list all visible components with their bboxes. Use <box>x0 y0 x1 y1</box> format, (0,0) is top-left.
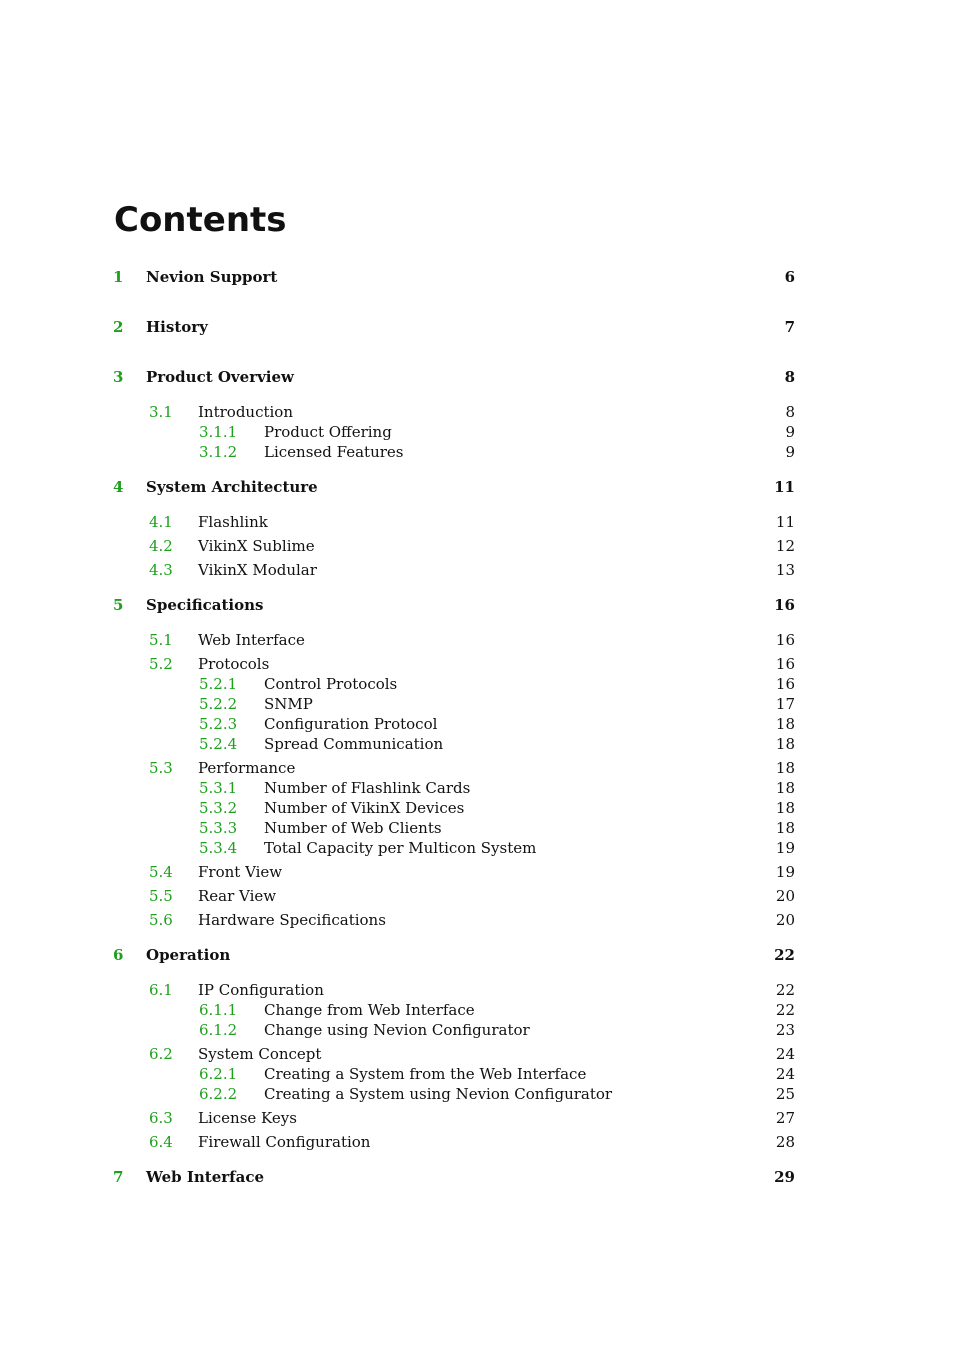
toc-entry-subsection[interactable] <box>0 1084 954 1104</box>
toc-entry-subsection[interactable] <box>0 1000 954 1020</box>
toc-entry-label: Creating a System from the Web Interface <box>264 1065 587 1083</box>
toc-entry-page-number: 16 <box>774 596 795 614</box>
toc-entry-chapter[interactable] <box>0 945 954 965</box>
toc-entry-section[interactable] <box>0 1044 954 1064</box>
toc-entry-label: Front View <box>198 863 283 881</box>
toc-entry-number[interactable]: 5 <box>113 596 124 614</box>
toc-entry-number[interactable]: 1 <box>113 268 124 286</box>
toc-entry-number[interactable]: 4.1 <box>149 513 173 531</box>
toc-entry-page-number: 22 <box>774 946 795 964</box>
toc-entry-page-number: 8 <box>784 368 795 386</box>
toc-entry-number[interactable]: 5.3 <box>149 759 173 777</box>
toc-entry-number[interactable]: 3 <box>113 368 124 386</box>
toc-entry-subsection[interactable] <box>0 694 954 714</box>
toc-entry-number[interactable]: 5.2.2 <box>199 695 238 713</box>
toc-entry-number[interactable]: 5.1 <box>149 631 173 649</box>
toc-entry-page-number: 18 <box>775 715 795 733</box>
toc-entry-label: Web Interface <box>146 1168 265 1186</box>
toc-entry-section[interactable] <box>0 1132 954 1152</box>
toc-entry-number[interactable]: 6.1.1 <box>199 1001 238 1019</box>
toc-entry-number[interactable]: 5.3.3 <box>199 819 238 837</box>
toc-entry-chapter[interactable] <box>0 317 954 337</box>
toc-entry-label: IP Configuration <box>198 981 324 999</box>
toc-entry-label: Hardware Specifications <box>198 911 386 929</box>
toc-entry-label: Product Overview <box>146 368 294 386</box>
toc-entry-subsection[interactable] <box>0 422 954 442</box>
toc-entry-chapter[interactable] <box>0 1167 954 1187</box>
page-title: Contents <box>114 200 287 240</box>
toc-entry-label: Flashlink <box>198 513 268 531</box>
toc-entry-page-number: 16 <box>775 675 795 693</box>
toc-entry-subsection[interactable] <box>0 442 954 462</box>
toc-entry-number[interactable]: 2 <box>113 318 124 336</box>
toc-entry-number[interactable]: 3.1.1 <box>199 423 238 441</box>
toc-entry-page-number: 6 <box>784 268 795 286</box>
toc-entry-number[interactable]: 6.4 <box>149 1133 173 1151</box>
toc-entry-subsection[interactable] <box>0 778 954 798</box>
toc-entry-label: Introduction <box>198 403 293 421</box>
toc-entry-page-number: 9 <box>785 423 795 441</box>
toc-entry-number[interactable]: 6.1.2 <box>199 1021 238 1039</box>
toc-entry-number[interactable]: 5.2.1 <box>199 675 238 693</box>
toc-entry-page-number: 18 <box>775 819 795 837</box>
toc-entry-section[interactable] <box>0 402 954 422</box>
toc-entry-section[interactable] <box>0 560 954 580</box>
toc-entry-subsection[interactable] <box>0 1064 954 1084</box>
toc-entry-label: System Concept <box>198 1045 322 1063</box>
toc-entry-page-number: 8 <box>785 403 795 421</box>
toc-entry-label: Rear View <box>198 887 277 905</box>
toc-entry-page-number: 25 <box>775 1085 795 1103</box>
toc-entry-section[interactable] <box>0 630 954 650</box>
toc-entry-page-number: 11 <box>775 513 795 531</box>
toc-entry-subsection[interactable] <box>0 674 954 694</box>
toc-entry-section[interactable] <box>0 886 954 906</box>
toc-entry-section[interactable] <box>0 758 954 778</box>
toc-entry-number[interactable]: 6 <box>113 946 124 964</box>
toc-entry-page-number: 20 <box>775 887 795 905</box>
toc-entry-number[interactable]: 5.2 <box>149 655 173 673</box>
toc-entry-label: Number of Web Clients <box>264 819 442 837</box>
toc-entry-page-number: 16 <box>775 631 795 649</box>
toc-entry-chapter[interactable] <box>0 267 954 287</box>
toc-entry-number[interactable]: 3.1 <box>149 403 173 421</box>
toc-entry-label: Creating a System using Nevion Configurator <box>264 1085 613 1103</box>
toc-entry-number[interactable]: 6.1 <box>149 981 173 999</box>
toc-entry-number[interactable]: 5.4 <box>149 863 173 881</box>
toc-entry-label: Control Protocols <box>264 675 398 693</box>
toc-entry-number[interactable]: 4 <box>113 478 124 496</box>
toc-entry-page-number: 18 <box>775 759 795 777</box>
toc-entry-number[interactable]: 3.1.2 <box>199 443 238 461</box>
toc-entry-page-number: 27 <box>775 1109 795 1127</box>
toc-entry-label: VikinX Sublime <box>198 537 315 555</box>
toc-entry-page-number: 11 <box>774 478 795 496</box>
toc-entry-label: Firewall Configuration <box>198 1133 371 1151</box>
toc-entry-label: Change using Nevion Configurator <box>264 1021 530 1039</box>
toc-entry-page-number: 23 <box>775 1021 795 1039</box>
toc-entry-subsection[interactable] <box>0 734 954 754</box>
toc-entry-label: Change from Web Interface <box>264 1001 475 1019</box>
toc-entry-number[interactable]: 5.2.3 <box>199 715 238 733</box>
toc-entry-number[interactable]: 5.3.1 <box>199 779 238 797</box>
toc-entry-number[interactable]: 6.2.1 <box>199 1065 238 1083</box>
toc-entry-number[interactable]: 6.2 <box>149 1045 173 1063</box>
toc-entry-page-number: 24 <box>775 1045 795 1063</box>
toc-entry-label: Configuration Protocol <box>264 715 438 733</box>
toc-entry-page-number: 28 <box>775 1133 795 1151</box>
toc-entry-page-number: 12 <box>775 537 795 555</box>
toc-entry-label: Number of Flashlink Cards <box>264 779 471 797</box>
toc-entry-subsection[interactable] <box>0 798 954 818</box>
toc-entry-chapter[interactable] <box>0 595 954 615</box>
toc-entry-label: License Keys <box>198 1109 297 1127</box>
toc-entry-section[interactable] <box>0 654 954 674</box>
toc-entry-section[interactable] <box>0 512 954 532</box>
toc-entry-page-number: 22 <box>775 1001 795 1019</box>
toc-entry-label: Specifications <box>146 596 264 614</box>
toc-entry-number[interactable]: 5.3.4 <box>199 839 238 857</box>
toc-entry-label: Number of VikinX Devices <box>264 799 465 817</box>
toc-entry-label: Total Capacity per Multicon System <box>264 839 537 857</box>
toc-entry-number[interactable]: 5.2.4 <box>199 735 238 753</box>
toc-entry-section[interactable] <box>0 910 954 930</box>
toc-entry-label: VikinX Modular <box>198 561 317 579</box>
toc-entry-page-number: 29 <box>774 1168 795 1186</box>
toc-entry-page-number: 18 <box>775 735 795 753</box>
toc-entry-label: SNMP <box>264 695 313 713</box>
toc-entry-label: Spread Communication <box>264 735 444 753</box>
toc-entry-page-number: 24 <box>775 1065 795 1083</box>
toc-entry-number[interactable]: 5.3.2 <box>199 799 238 817</box>
toc-entry-page-number: 7 <box>784 318 795 336</box>
toc-entry-label: Operation <box>146 946 231 964</box>
toc-entry-page-number: 19 <box>775 863 795 881</box>
toc-entry-page-number: 19 <box>775 839 795 857</box>
toc-entry-number[interactable]: 5.6 <box>149 911 173 929</box>
toc-entry-page-number: 13 <box>775 561 795 579</box>
toc-entry-label: Web Interface <box>198 631 305 649</box>
toc-entry-label: System Architecture <box>146 478 318 496</box>
toc-entry-subsection[interactable] <box>0 1020 954 1040</box>
toc-entry-label: Licensed Features <box>264 443 404 461</box>
toc-entry-subsection[interactable] <box>0 838 954 858</box>
toc-entry-label: History <box>146 318 208 336</box>
toc-entry-number[interactable]: 4.2 <box>149 537 173 555</box>
toc-entry-number[interactable]: 4.3 <box>149 561 173 579</box>
toc-entry-page-number: 22 <box>775 981 795 999</box>
toc-entry-subsection[interactable] <box>0 818 954 838</box>
toc-entry-page-number: 18 <box>775 779 795 797</box>
toc-entry-chapter[interactable] <box>0 477 954 497</box>
toc-entry-page-number: 16 <box>775 655 795 673</box>
toc-entry-section[interactable] <box>0 536 954 556</box>
toc-entry-subsection[interactable] <box>0 714 954 734</box>
toc-entry-number[interactable]: 6.2.2 <box>199 1085 238 1103</box>
toc-entry-label: Protocols <box>198 655 270 673</box>
toc-entry-page-number: 18 <box>775 799 795 817</box>
toc-entry-label: Nevion Support <box>146 268 278 286</box>
toc-entry-section[interactable] <box>0 980 954 1000</box>
toc-entry-page-number: 17 <box>775 695 795 713</box>
toc-entry-chapter[interactable] <box>0 367 954 387</box>
toc-entry-section[interactable] <box>0 1108 954 1128</box>
toc-entry-number[interactable]: 6.3 <box>149 1109 173 1127</box>
toc-entry-section[interactable] <box>0 862 954 882</box>
toc-entry-number[interactable]: 7 <box>113 1168 124 1186</box>
toc-entry-label: Product Offering <box>264 423 392 441</box>
toc-entry-page-number: 20 <box>775 911 795 929</box>
toc-entry-label: Performance <box>198 759 296 777</box>
toc-entry-page-number: 9 <box>785 443 795 461</box>
toc-entry-number[interactable]: 5.5 <box>149 887 173 905</box>
